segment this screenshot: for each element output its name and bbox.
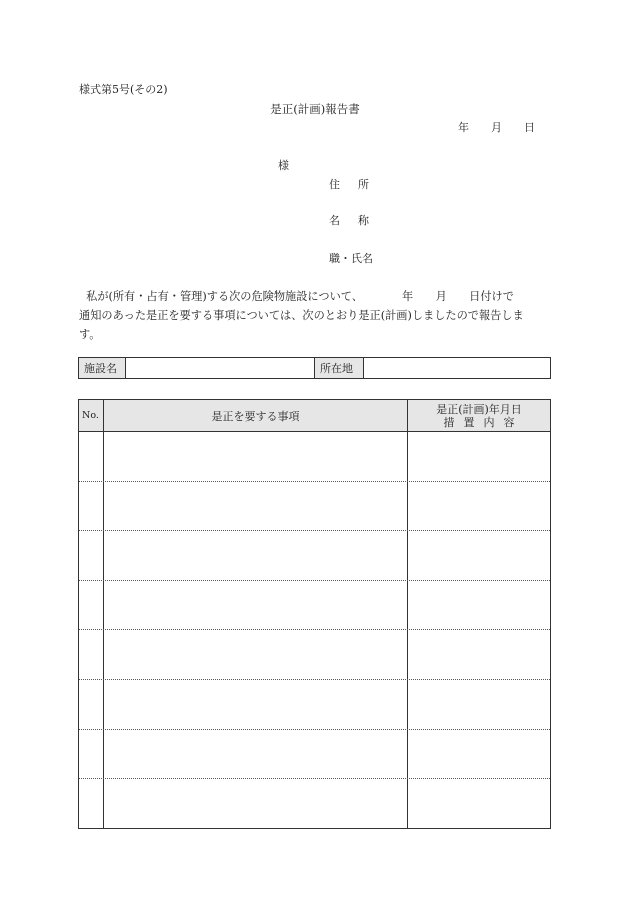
row-no-cell[interactable]: [79, 482, 104, 531]
addressee-suffix: 様: [278, 159, 289, 172]
row-plan-cell[interactable]: [408, 730, 550, 779]
table-row: [79, 779, 550, 828]
row-plan-cell[interactable]: [408, 581, 550, 630]
row-plan-cell[interactable]: [408, 779, 550, 828]
row-item-cell[interactable]: [104, 581, 408, 630]
row-plan-cell[interactable]: [408, 630, 550, 679]
facility-location-field[interactable]: [364, 358, 550, 378]
table-row: [79, 432, 550, 482]
row-item-cell[interactable]: [104, 680, 408, 729]
row-item-cell[interactable]: [104, 531, 408, 580]
form-number: 様式第5号(その2): [79, 83, 168, 96]
table-header-row: [79, 400, 550, 432]
report-date: [458, 119, 535, 135]
document-title-text: 是正(計画)報告書: [270, 102, 360, 116]
row-item-cell[interactable]: [104, 730, 408, 779]
facility-name-field[interactable]: [126, 358, 315, 378]
row-no-cell[interactable]: [79, 432, 104, 481]
table-row: [79, 730, 550, 780]
row-plan-cell[interactable]: [408, 432, 550, 481]
table-row: [79, 531, 550, 581]
facility-location-label: 所在地: [315, 358, 364, 378]
date-year-label: 年: [458, 121, 469, 134]
row-no-cell[interactable]: [79, 581, 104, 630]
row-plan-cell[interactable]: [408, 482, 550, 531]
table-row: [79, 581, 550, 631]
row-no-cell[interactable]: [79, 779, 104, 828]
row-plan-cell[interactable]: [408, 680, 550, 729]
row-plan-cell[interactable]: [408, 531, 550, 580]
header-plan-measures: 措置内容: [443, 415, 524, 429]
body-line-2: 通知のあった是正を要する事項については、次のとおり是正(計画)しましたので報告しま: [79, 309, 524, 322]
row-no-cell[interactable]: [79, 730, 104, 779]
row-no-cell[interactable]: [79, 680, 104, 729]
row-no-cell[interactable]: [79, 630, 104, 679]
table-row: [79, 630, 550, 680]
facility-table: [78, 357, 551, 379]
date-month-label: 月: [491, 121, 502, 134]
table-row: [79, 680, 550, 730]
table-row: [79, 482, 550, 532]
sender-name-label: 名称: [329, 214, 387, 227]
table-body: [79, 432, 550, 828]
sender-address-label: 住所: [329, 178, 387, 191]
header-plan-date: 是正(計画)年月日: [436, 402, 522, 416]
report-body-text: [79, 287, 554, 344]
row-item-cell[interactable]: [104, 432, 408, 481]
row-item-cell[interactable]: [104, 482, 408, 531]
document-title: [0, 101, 630, 117]
facility-name-label: 施設名: [79, 358, 126, 378]
header-correction-item: 是正を要する事項: [104, 400, 408, 431]
header-no: No.: [79, 400, 104, 431]
body-line-1: [79, 287, 554, 306]
row-item-cell[interactable]: [104, 630, 408, 679]
body-line-1-text: 私が(所有・占有・管理)する次の危険物施設について、 年 月 日付けで: [86, 290, 514, 303]
header-correction-plan: [408, 400, 550, 431]
correction-items-table: [78, 399, 551, 829]
row-no-cell[interactable]: [79, 531, 104, 580]
sender-title-label: 職・氏名: [329, 252, 373, 265]
body-line-3: す。: [79, 328, 101, 341]
row-item-cell[interactable]: [104, 779, 408, 828]
date-day-label: 日: [524, 121, 535, 134]
